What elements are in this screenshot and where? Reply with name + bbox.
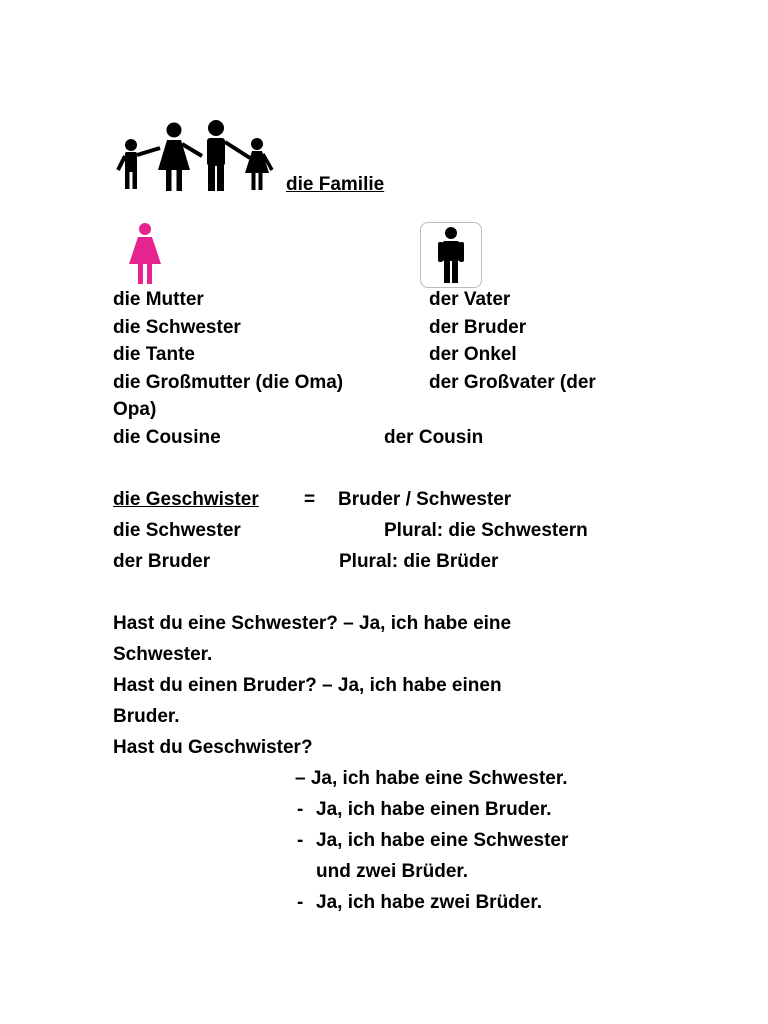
woman-icon xyxy=(127,222,163,286)
vocab-female-5: die Cousine xyxy=(113,427,221,448)
bullet: - xyxy=(297,830,304,851)
answer-3-cont: und zwei Brüder. xyxy=(316,861,469,882)
page-title: die Familie xyxy=(286,174,385,195)
vocab-male-5: der Cousin xyxy=(384,427,484,448)
vocab-male-2: der Bruder xyxy=(429,317,527,338)
vocab-female-1: die Mutter xyxy=(113,289,204,310)
vocab-male-3: der Onkel xyxy=(429,344,517,365)
answer-3: Ja, ich habe eine Schwester xyxy=(316,830,569,851)
answer-1: – Ja, ich habe eine Schwester. xyxy=(295,768,568,789)
vocab-male-4: der Großvater (der xyxy=(429,372,596,393)
siblings-equals: = xyxy=(304,489,316,510)
question-2-cont: Bruder. xyxy=(113,706,180,727)
siblings-term: die Geschwister xyxy=(113,489,259,510)
siblings-plural-1: Plural: die Schwestern xyxy=(384,520,588,541)
vocab-female-3: die Tante xyxy=(113,344,195,365)
bullet: - xyxy=(297,799,304,820)
bullet: - xyxy=(297,892,304,913)
vocab-female-4: die Großmutter (die Oma) xyxy=(113,372,344,393)
siblings-singular-1: die Schwester xyxy=(113,520,241,541)
question-2: Hast du einen Bruder? – Ja, ich habe einen xyxy=(113,675,502,696)
question-1-cont: Schwester. xyxy=(113,644,213,665)
vocab-female-2: die Schwester xyxy=(113,317,241,338)
family-icon xyxy=(112,118,277,194)
answer-2: Ja, ich habe einen Bruder. xyxy=(316,799,552,820)
question-3: Hast du Geschwister? xyxy=(113,737,313,758)
siblings-meaning: Bruder / Schwester xyxy=(338,489,512,510)
vocab-male-4-wrap: Opa) xyxy=(113,399,157,420)
siblings-singular-2: der Bruder xyxy=(113,551,211,572)
siblings-plural-2: Plural: die Brüder xyxy=(339,551,499,572)
man-icon xyxy=(436,226,466,284)
question-1: Hast du eine Schwester? – Ja, ich habe eine xyxy=(113,613,512,634)
vocab-male-1: der Vater xyxy=(429,289,511,310)
answer-4: Ja, ich habe zwei Brüder. xyxy=(316,892,542,913)
